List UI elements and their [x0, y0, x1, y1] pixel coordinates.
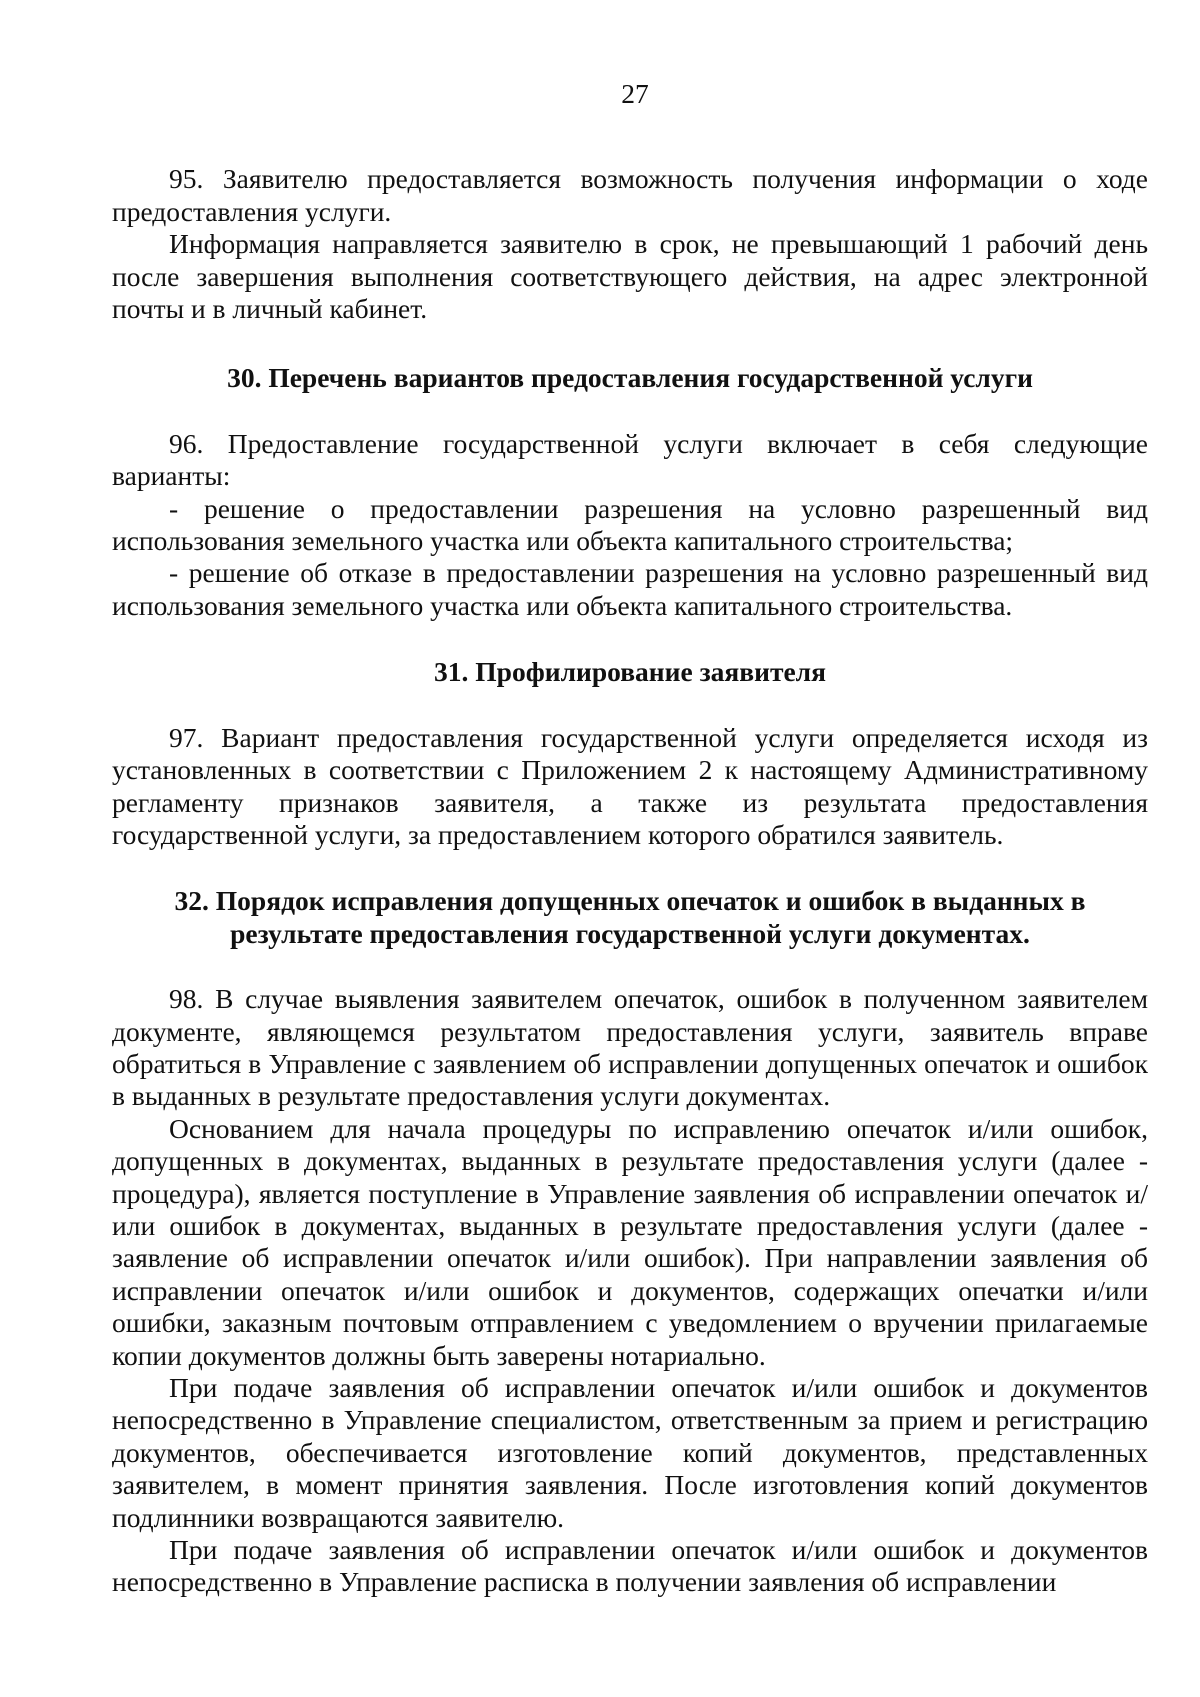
paragraph-97: 97. Вариант предоставления государственной услуги определяется исходя из установленных в соответствии с Приложением 2 к настоящему Административному регламенту признаков заявителя, а также из результата предоставления государственной услуги, за предоставлением которого обратился заявитель. — [112, 721, 1148, 850]
page-number: 27 — [621, 78, 649, 109]
paragraph-95: 95. Заявителю предоставляется возможность получения информации о ходе предоставления услуги. — [112, 163, 1148, 227]
paragraph-95-info: Информация направляется заявителю в срок, не превышающий 1 рабочий день после завершения выполнения соответствующего действия, на адрес электронной почты и в личный кабинет. — [112, 228, 1148, 325]
paragraph-98-receipt: При подаче заявления об исправлении опечаток и/или ошибок и документов непосредственно в Управление расписка в получении заявления об исправлении — [112, 1534, 1148, 1598]
paragraph-98-procedure: Основанием для начала процедуры по исправлению опечаток и/или ошибок, допущенных в документах, выданных в результате предоставления услуги (далее - процедура), является поступление в Управление заявления об исправлении опечаток и/или ошибок в документах, выданных в результате предоставления услуги (далее - заявление об исправлении опечаток и/или ошибок). При направлении заявления об исправлении опечаток и/или ошибок и документов, содержащих опечатки и/или ошибки, заказным почтовым отправлением с уведомлением о вручении прилагаемые копии документов должны быть заверены нотариально. — [112, 1112, 1148, 1371]
paragraph-96-option-refuse: - решение об отказе в предоставлении разрешения на условно разрешенный вид использования земельного участка или объекта капитального строительства. — [112, 557, 1148, 621]
paragraph-98: 98. В случае выявления заявителем опечаток, ошибок в полученном заявителем документе, являющемся результатом предоставления услуги, заявитель вправе обратиться в Управление с заявлением об исправлении допущенных опечаток и ошибок в выданных в результате предоставления услуги документах. — [112, 983, 1148, 1112]
section-heading-31: 31. Профилирование заявителя — [434, 656, 826, 688]
section-heading-30: 30. Перечень вариантов предоставления государственной услуги — [227, 362, 1033, 394]
paragraph-98-in-person: При подаче заявления об исправлении опечаток и/или ошибок и документов непосредственно в Управление специалистом, ответственным за прием и регистрацию документов, обеспечивается изготовление копий документов, представленных заявителем, в момент принятия заявления. После изготовления копий документов подлинники возвращаются заявителю. — [112, 1372, 1148, 1533]
section-heading-32 — [112, 885, 1148, 950]
paragraph-96: 96. Предоставление государственной услуги включает в себя следующие варианты: — [112, 427, 1148, 492]
section-heading-32-line-2: результате предоставления государственной услуги документах. — [230, 917, 1030, 949]
section-heading-32-line-1: 32. Порядок исправления допущенных опечаток и ошибок в выданных в — [174, 885, 1086, 917]
paragraph-96-option-approve: - решение о предоставлении разрешения на условно разрешенный вид использования земельного участка или объекта капитального строительства; — [112, 492, 1148, 557]
